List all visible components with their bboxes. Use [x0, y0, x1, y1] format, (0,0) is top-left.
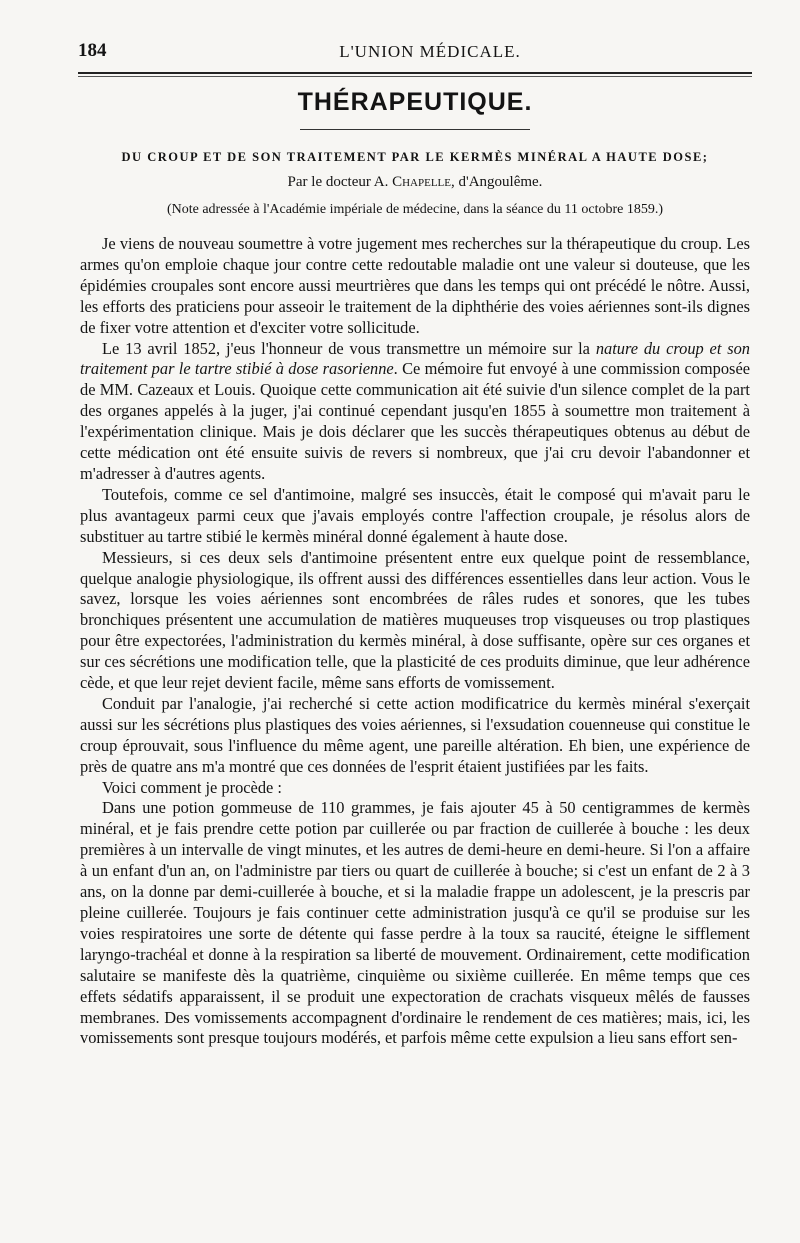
paragraph-1: Je viens de nouveau soumettre à votre jugement mes recherches sur la thérapeutique du croup. Les armes qu'on emploie chaque jour contre cette redoutable maladie ont une valeur si douteuse, que les épidémies croupales sont encore aussi meurtrières que dans les temps qui ont précédé le nôtre. Aussi, les efforts des praticiens pour asseoir le traitement de la diphthérie des voies aériennes sont-ils dignes de fixer votre attention et d'exciter votre sollicitude.	[80, 234, 750, 337]
header-rule-thin	[78, 76, 752, 77]
byline-prefix: Par le docteur A.	[287, 174, 393, 190]
paragraph-5: Conduit par l'analogie, j'ai recherché si cette action modificatrice du kermès minéral s'exerçait aussi sur les sécrétions plus plastiques des voies aériennes, si l'exsudation couenneuse qui constitue le croup éprouvait, sous l'influence du même agent, une pareille altération. Eh bien, une expérience de près de quatre ans m'a montré que ces données de l'esprit étaient justifiées par les faits.	[80, 693, 750, 776]
byline	[78, 174, 752, 191]
article-body	[80, 234, 750, 1049]
byline-suffix: , d'Angoulême.	[451, 174, 543, 190]
paragraph-6: Voici comment je procède :	[102, 777, 282, 797]
byline-author: Chapelle	[392, 174, 451, 190]
paragraph-2-italic: nature du croup et son traitement par le tartre stibié à dose rasorienne	[80, 338, 750, 379]
paragraph-2	[80, 339, 750, 485]
page-number: 184	[78, 40, 107, 61]
presentation-note: (Note adressée à l'Académie impériale de médecine, dans la séance du 11 octobre 1859.)	[166, 202, 664, 217]
article-title: DU CROUP ET DE SON TRAITEMENT PAR LE KERMÈS MINÉRAL A HAUTE DOSE;	[121, 150, 709, 164]
paragraph-2-after: . Ce mémoire fut envoyé à une commission composée de MM. Cazeaux et Louis. Quoique cette communication ait été suivie d'un silence complet de la part des organes appelés à la juger, j'ai continué cependant jusqu'en 1855 à soumettre mon traitement à l'expérimentation clinique. Mais je dois déclarer que les succès thérapeutiques obtenus au début de cette médication ont été ensuite suivis de revers si nombreux, que j'ai cru devoir l'abandonner et m'adresser à d'autres agents.	[80, 359, 750, 483]
section-title-rule	[300, 129, 530, 130]
paragraph-7: Dans une potion gommeuse de 110 grammes, je fais ajouter 45 à 50 centigrammes de kermès minéral, et je fais prendre cette potion par cuillerée ou par fraction de cuillerée à bouche : les deux premières à un intervalle de vingt minutes, et les autres de demi-heure en demi-heure. Si l'on a affaire à un enfant d'un an, on l'administre par tiers ou quart de cuillerée à bouche; si c'est un enfant de 2 à 3 ans, on la donne par demi-cuillerée à bouche, et si la maladie frappe un adolescent, je la prescris par pleine cuillerée. Toujours je fais continuer cette administration jusqu'à ce qu'il se produise sur les voies respiratoires une sorte de détente qui fasse perdre à la toux sa raucité, éteigne le sifflement laryngo-trachéal et donne à la respiration sa liberté de mouvement. Ordinairement, cette modification salutaire se manifeste dès la quatrième, cinquième ou sixième cuillerée. En même temps que ces effets sédatifs apparaissent, il se produit une expectoration de crachats visqueux mêlés de fausses membranes. Des vomissements accompagnent d'ordinaire le rendement de ces matières; mais, ici, les vomissements sont presque toujours modérés, et parfois même cette expulsion a lieu sans effort sen-	[80, 798, 750, 1048]
journal-title: L'UNION MÉDICALE.	[339, 42, 521, 61]
paragraph-4: Messieurs, si ces deux sels d'antimoine présentent entre eux quelque point de ressemblance, quelque analogie physiologique, ils offrent aussi des différences essentielles dans leur action. Vous le savez, lorsque les voies aériennes sont encombrées de râles rudes et sonores, que les tubes bronchiques présentent une accumulation de matières muqueuses trop visqueuses ou trop plastiques pour être expectorées, l'administration du kermès minéral, à dose suffisante, opère sur ces organes et sur ces sécrétions une modification telle, que la plasticité de ces produits diminue, que leur adhérence cède, et que leur rejet devient facile, même sans efforts de vomissement.	[80, 547, 750, 693]
paragraph-2-before: Le 13 avril 1852, j'eus l'honneur de vous transmettre un mémoire sur la	[102, 338, 596, 358]
running-head	[78, 40, 752, 70]
section-title: THÉRAPEUTIQUE.	[297, 88, 533, 116]
header-rule	[78, 72, 752, 74]
paragraph-3: Toutefois, comme ce sel d'antimoine, malgré ses insuccès, était le composé qui m'avait paru le plus avantageux parmi ceux que j'avais employés contre l'affection croupale, je résolus alors de substituer au tartre stibié le kermès minéral donné également à haute dose.	[80, 484, 750, 546]
